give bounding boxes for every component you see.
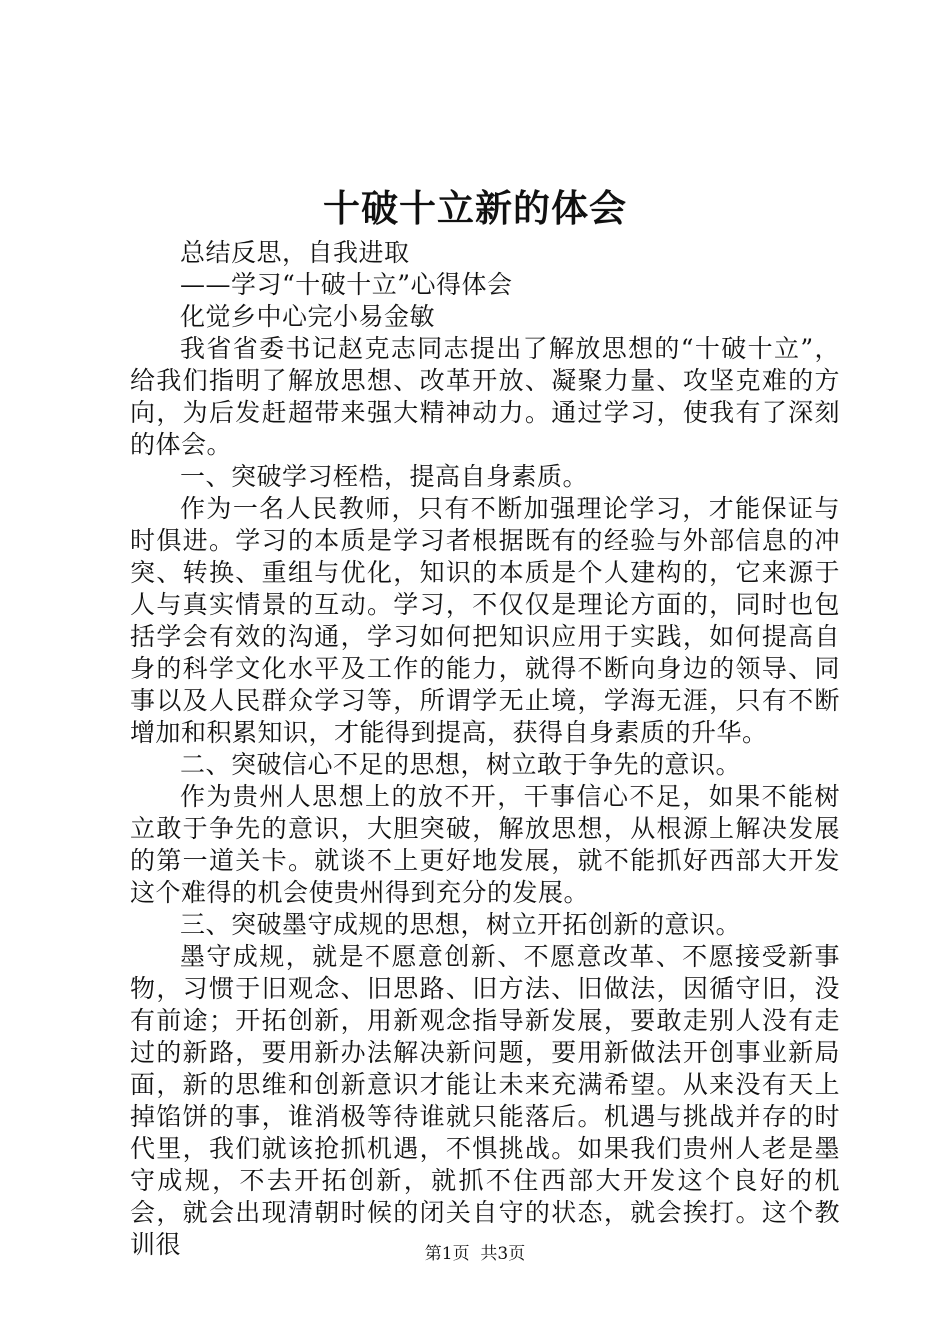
document-body bbox=[130, 237, 840, 1261]
paragraph-section-3: 墨守成规，就是不愿意创新、不愿意改革、不愿接受新事物，习惯于旧观念、旧思路、旧方法、旧做法，因循守旧，没有前途；开拓创新，用新观念指导新发展，要敢走别人没有走过的新路，要用新办法解决新问题，要用新做法开创事业新局面，新的思维和创新意识才能让未来充满希望。从来没有天上掉馅饼的事，谁消极等待谁就只能落后。机遇与挑战并存的时代里，我们就该抢抓机遇，不惧挑战。如果我们贵州人老是墨守成规，不去开拓创新，就抓不住西部大开发这个良好的机会，就会出现清朝时候的闭关自守的状态，就会挨打。这个教训很 bbox=[130, 942, 840, 1259]
section-heading-1: 一、突破学习桎梏，提高自身素质。 bbox=[180, 462, 589, 491]
document-title: 十破十立新的体会 bbox=[323, 186, 627, 230]
section-heading-3: 三、突破墨守成规的思想，树立开拓创新的意识。 bbox=[180, 910, 742, 939]
paragraph-section-1: 作为一名人民教师，只有不断加强理论学习，才能保证与时俱进。学习的本质是学习者根据既有的经验与外部信息的冲突、转换、重组与优化，知识的本质是个人建构的，它来源于人与真实情景的互动。学习，不仅仅是理论方面的，同时也包括学会有效的沟通，学习如何把知识应用于实践，如何提高自身的科学文化水平及工作的能力，就得不断向身边的领导、同事以及人民群众学习等，所谓学无止境，学海无涯，只有不断增加和积累知识，才能得到提高，获得自身素质的升华。 bbox=[130, 494, 840, 747]
page-footer bbox=[0, 1242, 950, 1266]
paragraph-section-2: 作为贵州人思想上的放不开，干事信心不足，如果不能树立敢于争先的意识，大胆突破，解放思想，从根源上解决发展的第一道关卡。就谈不上更好地发展，就不能抓好西部大开发这个难得的机会使贵州得到充分的发展。 bbox=[130, 782, 840, 907]
paragraph-author: 化觉乡中心完小易金敏 bbox=[180, 302, 436, 331]
page-number: 第1页 共3页 bbox=[424, 1244, 526, 1264]
paragraph-subheading: ——学习“十破十立”心得体会 bbox=[180, 270, 513, 299]
paragraph-intro: 我省省委书记赵克志同志提出了解放思想的“十破十立”，给我们指明了解放思想、改革开放、凝聚力量、攻坚克难的方向，为后发赶超带来强大精神动力。通过学习，使我有了深刻的体会。 bbox=[130, 334, 840, 459]
paragraph-subtitle: 总结反思，自我进取 bbox=[180, 238, 410, 267]
section-heading-2: 二、突破信心不足的思想，树立敢于争先的意识。 bbox=[180, 750, 742, 779]
